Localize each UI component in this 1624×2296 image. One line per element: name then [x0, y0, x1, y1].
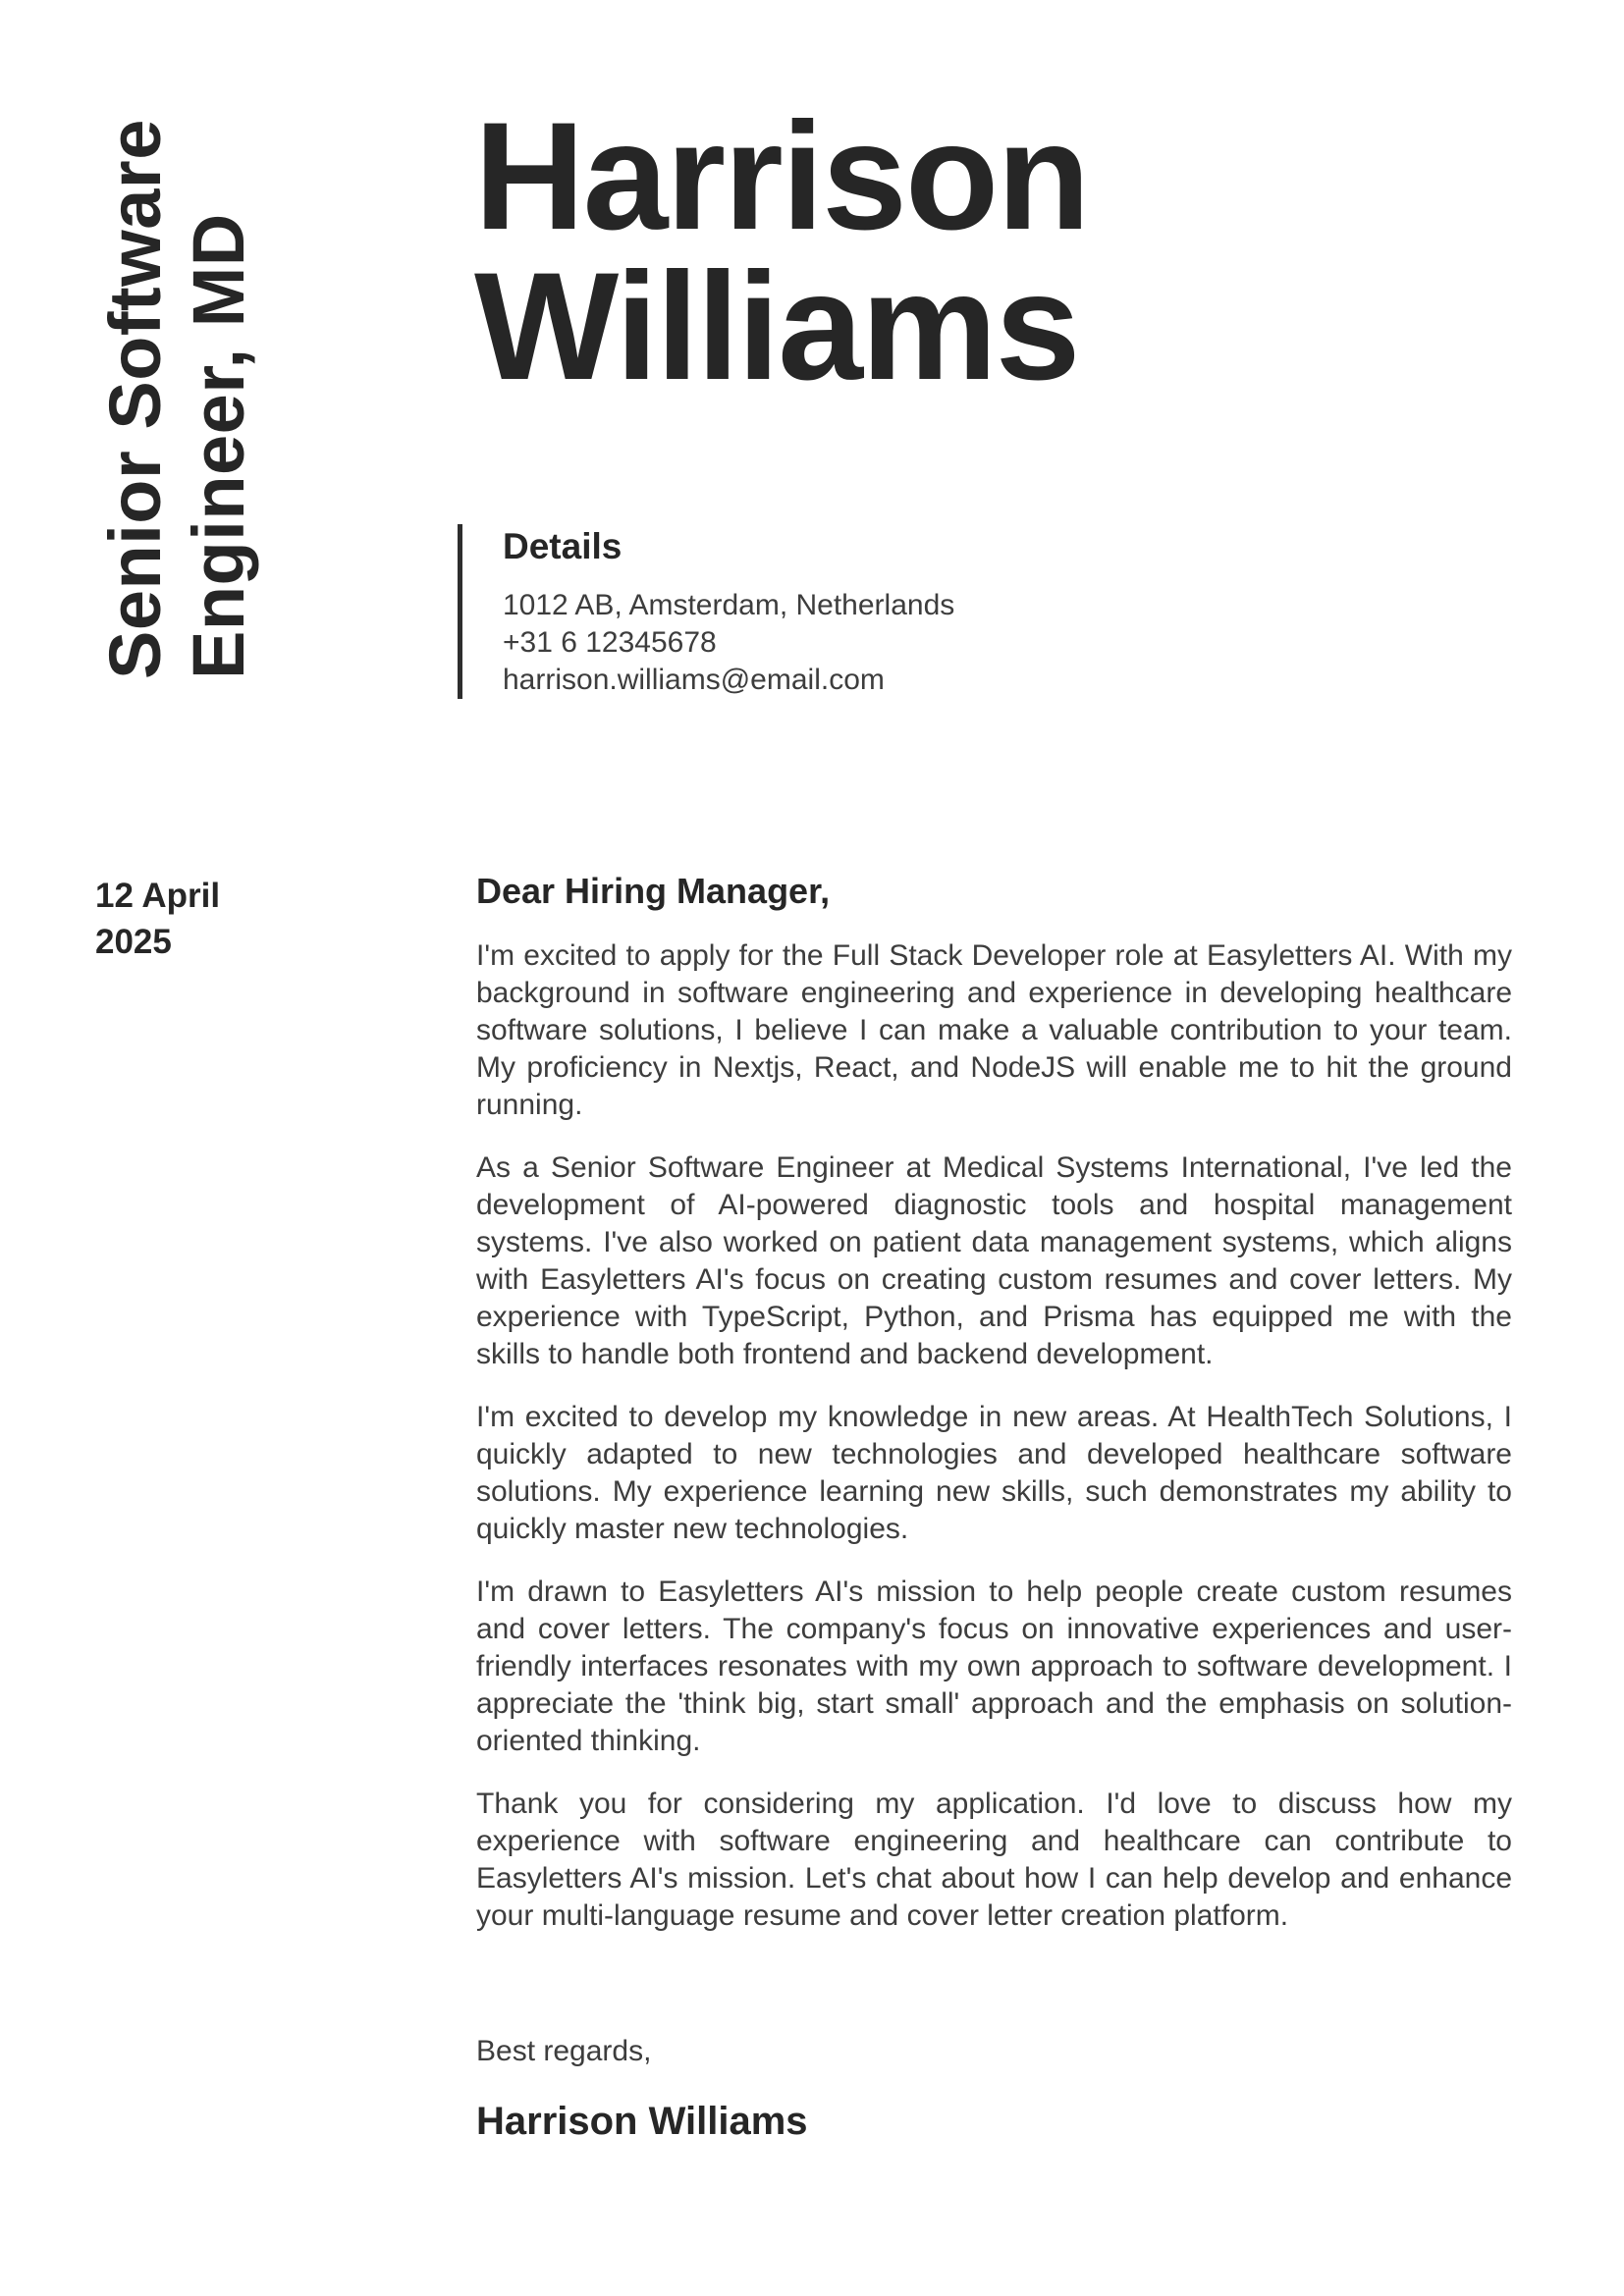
sidebar-vertical-job-title: Senior Software Engineer, MD — [94, 119, 259, 679]
page-title-name: Harrison Williams — [474, 91, 1089, 412]
letter-paragraph-5: Thank you for considering my application. I'd love to discuss how my experience with software engineering and healthcare can contribute to Easyletters AI's mission. Let's chat about how I can help develop and enhance your multi-language resume and cover letter creation platform. — [476, 1788, 1512, 1932]
letter-paragraph-4: I'm drawn to Easyletters AI's mission to help people create custom resumes and cover letters. The company's focus on innovative experiences and user-friendly interfaces resonates with my own approach to software development. I appreciate the 'think big, start small' approach and the emphasis on solution-oriented thinking. — [476, 1575, 1512, 1757]
letter-date: 12 April 2025 — [95, 877, 221, 961]
letter-content — [476, 869, 1512, 2145]
letter-paragraph-1: I'm excited to apply for the Full Stack Developer role at Easyletters AI. With my background in software engineering and experience in developing healthcare software solutions, I believe I can make a valuable contribution to your team. My proficiency in Nextjs, React, and NodeJS will enable me to hit the ground running. — [476, 939, 1512, 1121]
letter-section — [0, 869, 1624, 2145]
details-email: harrison.williams@email.com — [503, 664, 885, 696]
letter-paragraph-2: As a Senior Software Engineer at Medical Systems International, I've led the development of AI-powered diagnostic tools and hospital management systems. I've also worked on patient data management systems, which aligns with Easyletters AI's focus on creating custom resumes and cover letters. My experience with TypeScript, Python, and Prisma has equipped me with the skills to handle both frontend and backend development. — [476, 1151, 1512, 1370]
details-phone: +31 6 12345678 — [503, 626, 717, 659]
letter-greeting: Dear Hiring Manager, — [476, 871, 831, 911]
letter-signature-name: Harrison Williams — [476, 2100, 808, 2143]
letter-paragraph-3: I'm excited to develop my knowledge in new areas. At HealthTech Solutions, I quickly adapted to new technologies and developed healthcare software solutions. My experience learning new skills, such demonstrates my ability to quickly master new technologies. — [476, 1401, 1512, 1545]
details-section — [458, 524, 954, 699]
letter-closing: Best regards, — [476, 2035, 652, 2067]
details-heading: Details — [503, 526, 623, 566]
details-address: 1012 AB, Amsterdam, Netherlands — [503, 589, 955, 621]
